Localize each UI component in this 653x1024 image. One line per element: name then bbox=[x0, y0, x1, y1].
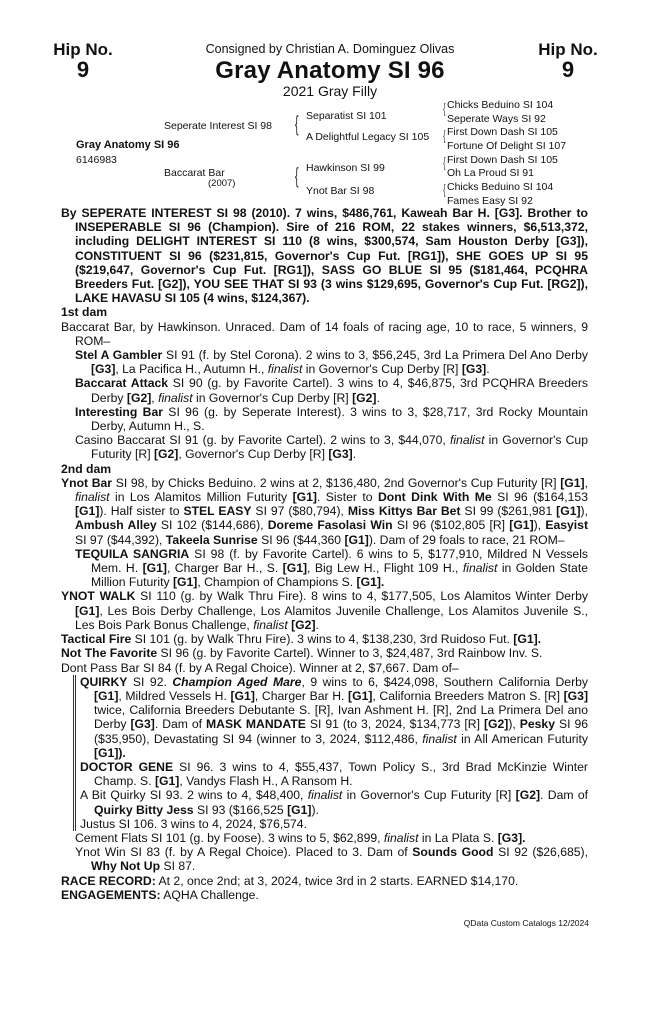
produce-entry: Cement Flats SI 101 (g. by Foose). 3 wins to 5, $62,899, finalist in La Plata S. [G3]. bbox=[75, 830, 526, 845]
horse-name: Interesting Bar bbox=[75, 404, 163, 419]
produce-entry: TEQUILA SANGRIA SI 98 (f. by Favorite Cartel). 6 wins to 5, $177,910, Mildred N Vessels Mem. H. [G1], Charger Bar H., S. [G1], Big Lew H., Flight 109 H., finalist in Golden State Million Futurity [G1], Champion of Champions S. [G1]. bbox=[75, 546, 588, 590]
pedigree-dam-sire: Hawkinson SI 99 bbox=[306, 162, 385, 174]
horse-description: 2021 Gray Filly bbox=[282, 83, 378, 99]
pedigree-ancestor: First Down Dash SI 105 bbox=[447, 126, 558, 138]
produce-entry: Dont Pass Bar SI 84 (f. by A Regal Choice). Winner at 2, $7,667. Dam of– bbox=[61, 660, 459, 675]
second-dam-intro: Ynot Bar SI 98, by Chicks Beduino. 2 wins at 2, $136,480, 2nd Governor's Cup Futurity [R] [G1], finalist in Los Alamitos Million Futurity [G1]. Sister to Dont Dink With Me SI 96 ($164,153 [G1]). Half sister to STEL EASY SI 97 ($80,794), Miss Kittys Bar Bet SI 99 ($261,981 [G1]), Ambush Alley SI 102 ($144,686), Doreme Fasolasi Win SI 96 ($102,805 [R] [G1]), Easyist SI 97 ($44,392), Takeela Sunrise SI 96 ($44,360 [G1]). Dam of 29 foals to race, 21 ROM– bbox=[61, 475, 588, 547]
grandproduce-block bbox=[73, 675, 588, 831]
sire-paragraph: By SEPERATE INTEREST SI 98 (2010). 7 wins, $486,761, Kaweah Bar H. [G3]. Brother to INSEPERABLE SI 96 (Champion). Sire of 216 ROM, 22 stakes winners, $6,513,372, including DELIGHT INTEREST SI 110 (8 wins, $300,574, Sam Houston Derby [G3]), CONSTITUENT SI 96 ($231,815, Governor's Cup Fut. [RG1]), SHE GOES UP SI 95 ($219,647, Governor's Cup Fut. [RG1]), SASS GO BLUE SI 95 ($181,464, PCQHRA Breeders Fut. [G2]), YOU SEE THAT SI 93 (3 wins $129,695, Governor's Cup Fut. [RG2]), LAKE HAVASU SI 105 (4 wins, $124,367). bbox=[61, 206, 588, 306]
hip-number-right bbox=[533, 40, 603, 81]
first-dam-intro: Baccarat Bar, by Hawkinson. Unraced. Dam of 14 foals of racing age, 10 to race, 5 winners, 9 ROM– bbox=[61, 319, 588, 348]
pedigree-subject: Gray Anatomy SI 96 bbox=[76, 139, 180, 151]
produce-entry: Stel A Gambler SI 91 (f. by Stel Corona). 2 wins to 3, $56,245, 3rd La Primera Del Ano Derby [G3], La Pacifica H., Autumn H., finalist in Governor's Cup Derby [R] [G3]. bbox=[75, 348, 589, 377]
pedigree-sire: Seperate Interest SI 98 bbox=[164, 120, 272, 132]
catalog-body bbox=[61, 206, 588, 902]
hip-number-left bbox=[48, 40, 118, 81]
pedigree-sire-dam: A Delightful Legacy SI 105 bbox=[306, 131, 430, 143]
hip-number: 9 bbox=[561, 57, 575, 82]
bracket-icon: { bbox=[443, 154, 446, 170]
produce-entry: YNOT WALK SI 110 (g. by Walk Thru Fire). 8 wins to 4, $177,505, Los Alamitos Winter Derby [G1], Les Bois Derby Challenge, Los Alamitos Juvenile Challenge, Los Alamitos Juvenile S., Les Bois Park Bonus Challenge, finalist [G2]. bbox=[61, 589, 588, 632]
produce-entry: Baccarat Attack SI 90 (g. by Favorite Cartel). 3 wins to 4, $46,875, 3rd PCQHRA Breeders Derby [G2], finalist in Governor's Cup Derby [R] [G2]. bbox=[75, 376, 589, 405]
bracket-icon: { bbox=[443, 181, 446, 197]
hip-label: Hip No. bbox=[538, 40, 598, 59]
registration-number: 6146983 bbox=[76, 154, 117, 166]
pedigree-ancestor: Fames Easy SI 92 bbox=[447, 195, 533, 207]
produce-entry: Ynot Win SI 83 (f. by A Regal Choice). Placed to 3. Dam of Sounds Good SI 92 ($26,685), Why Not Up SI 87. bbox=[75, 845, 588, 874]
catalog-footer: QData Custom Catalogs 12/2024 bbox=[463, 918, 589, 928]
produce-entry: Casino Baccarat SI 91 (g. by Favorite Cartel). 2 wins to 3, $44,070, finalist in Governor's Cup Futurity [R] [G2], Governor's Cup Derby [R] [G3]. bbox=[75, 433, 588, 462]
engagements: ENGAGEMENTS: AQHA Challenge. bbox=[61, 887, 259, 902]
pedigree-dam: Baccarat Bar bbox=[164, 167, 225, 179]
produce-entry: A Bit Quirky SI 93. 2 wins to 4, $48,400, finalist in Governor's Cup Futurity [R] [G2]. Dam of Quirky Bitty Jess SI 93 ($166,525 [G1]). bbox=[80, 788, 589, 817]
consignor-line: Consigned by Christian A. Dominguez Olivas bbox=[205, 42, 455, 56]
produce-entry: Interesting Bar SI 96 (g. by Seperate Interest). 3 wins to 3, $28,717, 3rd Rocky Mountain Derby, Autumn H., S. bbox=[75, 404, 588, 434]
pedigree-ancestor: Fortune Of Delight SI 107 bbox=[447, 140, 567, 152]
bracket-icon: { bbox=[294, 111, 299, 136]
hip-label: Hip No. bbox=[53, 40, 113, 59]
produce-entry: DOCTOR GENE SI 96. 3 wins to 4, $55,437, Town Policy S., 3rd Brad McKinzie Winter Champ. S. [G1], Vandys Flash H., A Ransom H. bbox=[80, 759, 588, 789]
pedigree-ancestor: Seperate Ways SI 92 bbox=[447, 113, 546, 125]
pedigree-sire-sire: Separatist SI 101 bbox=[306, 110, 387, 122]
horse-name: Baccarat Attack bbox=[75, 376, 169, 391]
horse-title: Gray Anatomy SI 96 bbox=[215, 57, 445, 84]
second-dam-heading: 2nd dam bbox=[61, 461, 112, 476]
race-record: RACE RECORD: At 2, once 2nd; at 3, 2024, twice 3rd in 2 starts. EARNED $14,170. bbox=[61, 873, 519, 888]
horse-name: Stel A Gambler bbox=[75, 348, 163, 363]
first-dam-heading: 1st dam bbox=[61, 305, 108, 320]
pedigree-ancestor: Chicks Beduino SI 104 bbox=[447, 181, 554, 193]
pedigree-ancestor: Oh La Proud SI 91 bbox=[447, 167, 534, 179]
pedigree-dam-dam: Ynot Bar SI 98 bbox=[306, 185, 375, 197]
pedigree-ancestor: First Down Dash SI 105 bbox=[447, 154, 558, 166]
pedigree-dam-year: (2007) bbox=[208, 178, 236, 189]
bracket-icon: { bbox=[443, 127, 446, 143]
produce-entry: Justus SI 106. 3 wins to 4, 2024, $76,574. bbox=[80, 816, 307, 831]
produce-entry: Not The Favorite SI 96 (g. by Favorite Cartel). Winner to 3, $24,487, 3rd Rainbow Inv. S. bbox=[61, 646, 543, 661]
hip-number: 9 bbox=[76, 57, 90, 82]
pedigree-ancestor: Chicks Beduino SI 104 bbox=[447, 99, 554, 111]
bracket-icon: { bbox=[294, 163, 299, 188]
bracket-icon: { bbox=[443, 100, 446, 116]
produce-entry: QUIRKY SI 92. Champion Aged Mare, 9 wins to 6, $424,098, Southern California Derby [G1], Mildred Vessels H. [G1], Charger Bar H. [G1], California Breeders Matron S. [R] [G3] twice, California Breeders Debutante S. [R], Ivan Ashment H. [R], 2nd La Primera Del ano Derby [G3]. Dam of MASK MANDATE SI 91 (to 3, 2024, $134,773 [R] [G2]), Pesky SI 96 ($35,950), Devastating SI 94 (winner to 3, 2024, $112,486, finalist in All American Futurity [G1]). bbox=[80, 674, 588, 760]
produce-entry: Tactical Fire SI 101 (g. by Walk Thru Fire). 3 wins to 4, $138,230, 3rd Ruidoso Fut. [G1]. bbox=[61, 632, 542, 647]
